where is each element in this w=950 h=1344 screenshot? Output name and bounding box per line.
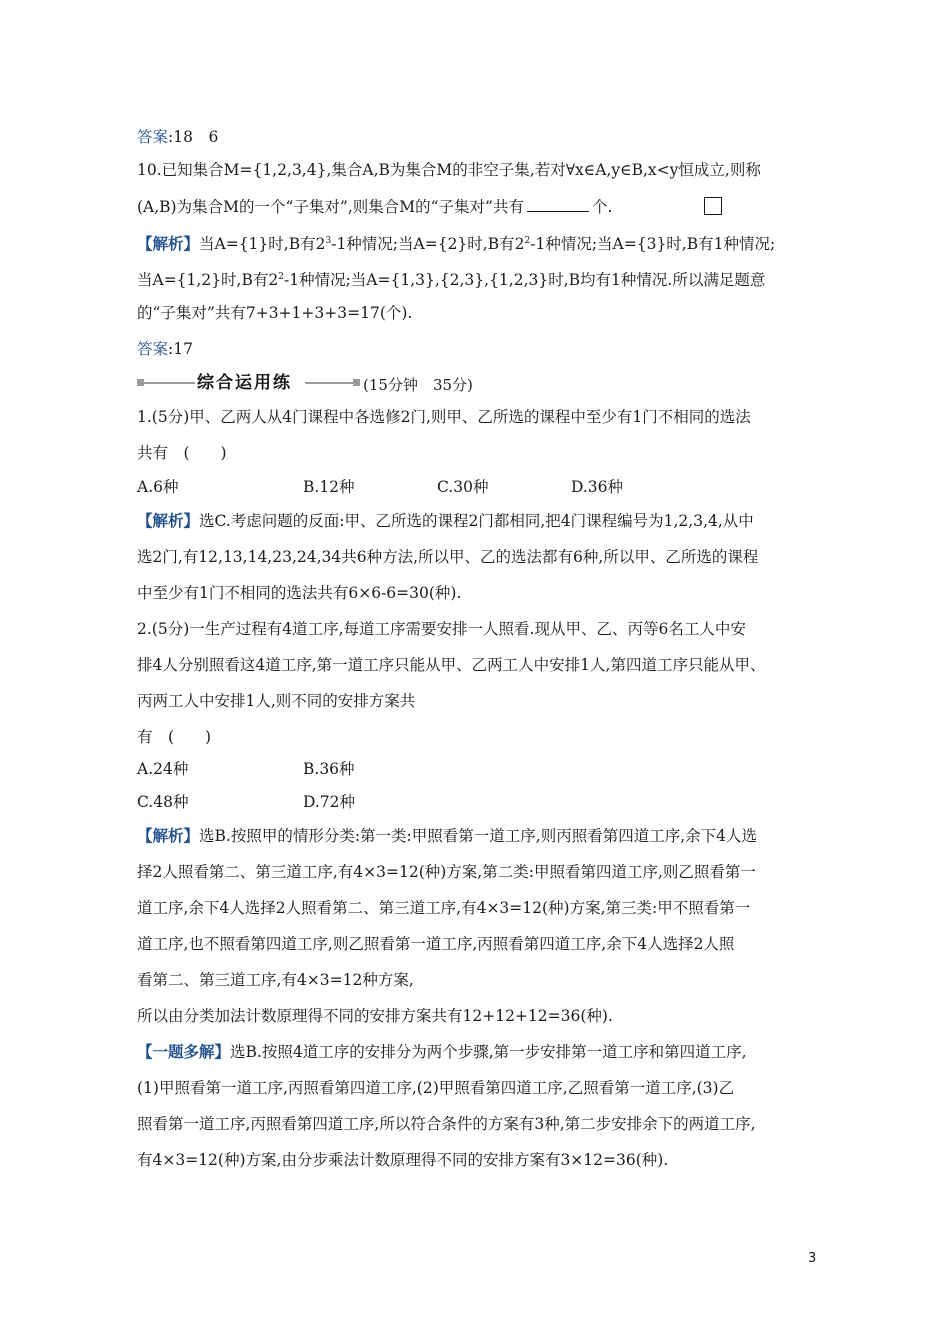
q2-option-d: D.72种 — [303, 793, 356, 811]
bar-dot-right — [353, 379, 360, 386]
q1-analysis-line3: 中至少有1门不相同的选法共有6×6-6=30(种). — [137, 584, 462, 602]
q1-option-a: A.6种 — [137, 478, 179, 496]
q2-analysis-line2: 择2人照看第二、第三道工序,有4×3=12(种)方案,第二类:甲照看第四道工序,则乙照看第一 — [137, 863, 756, 881]
q2-alt-solution-line4: 有4×3=12(种)方案,由分步乘法计数原理得不同的安排方案有3×12=36(种). — [137, 1151, 669, 1169]
answer-blank — [527, 197, 589, 212]
q10-analysis-line1: 【解析】当A={1}时,B有$2^3-1$种情况;当A={2}时,B有$2^2-1$种情况;当A={3}时,B有1种情况; — [137, 234, 776, 253]
answer-value: :18 6 — [168, 128, 219, 146]
answer-label: 答案 — [137, 128, 169, 146]
q2-line4: 有 ( ) — [137, 728, 212, 746]
q2-alt-solution-line2: (1)甲照看第一道工序,丙照看第四道工序,(2)甲照看第四道工序,乙照看第一道工序,(3)乙 — [137, 1079, 735, 1097]
checkbox-square — [704, 197, 722, 215]
page-number: 3 — [808, 1251, 817, 1266]
q2-analysis-line5: 看第二、第三道工序,有4×3=12种方案, — [137, 971, 414, 989]
q2-line3: 丙两工人中安排1人,则不同的安排方案共 — [137, 692, 416, 710]
q2-option-c: C.48种 — [137, 793, 189, 811]
q2-option-b: B.36种 — [303, 760, 355, 778]
q2-analysis-line1: 【解析】选B.按照甲的情形分类:第一类:甲照看第一道工序,则丙照看第四道工序,余下4人选 — [137, 826, 757, 845]
q2-line1: 2.(5分)一生产过程有4道工序,每道工序需要安排一人照看.现从甲、乙、丙等6名工人中安 — [137, 620, 746, 638]
q2-alt-solution-line3: 照看第一道工序,丙照看第四道工序,所以符合条件的方案有3种,第二步安排余下的两道工序, — [137, 1115, 756, 1133]
section-header — [137, 370, 557, 398]
q10-line2: (A,B)为集合M的一个“子集对”,则集合M的“子集对”共有 个. — [137, 198, 613, 216]
q1-line2: 共有 ( ) — [137, 444, 227, 462]
answer-value: :17 — [168, 340, 193, 358]
q1-option-c: C.30种 — [437, 478, 489, 496]
q10-analysis-line3: 的“子集对”共有7+3+1+3+3=17(个). — [137, 304, 413, 322]
bar-line-left — [143, 382, 195, 384]
q10-answer — [137, 338, 830, 360]
q2-line2: 排4人分别照看这4道工序,第一道工序只能从甲、乙两工人中安排1人,第四道工序只能从甲、 — [137, 656, 766, 674]
q2-alt-solution-line1: 【一题多解】选B.按照4道工序的安排分为两个步骤,第一步安排第一道工序和第四道工序, — [137, 1042, 747, 1061]
section-subtitle: (15分钟 35分) — [363, 376, 473, 394]
q10-line1: 10.已知集合M={1,2,3,4},集合A,B为集合M的非空子集,若对∀x∈A,y∈B,x<y恒成立,则称 — [137, 161, 761, 179]
q2-option-a: A.24种 — [137, 760, 189, 778]
q10-analysis-line2: 当A={1,2}时,B有$2^2-1$种情况;当A={1,3},{2,3},{1,2,3}时,B均有1种情况.所以满足题意 — [137, 271, 766, 289]
q1-analysis-line1: 【解析】选C.考虑问题的反面:甲、乙所选的课程2门都相同,把4门课程编号为1,2,3,4,从中 — [137, 511, 754, 530]
answer-label: 答案 — [137, 340, 169, 358]
analysis-label: 【解析】 — [137, 511, 200, 530]
q2-analysis-line6: 所以由分类加法计数原理得不同的安排方案共有12+12+12=36(种). — [137, 1007, 613, 1025]
analysis-label: 【解析】 — [137, 234, 200, 253]
q1-line1: 1.(5分)甲、乙两人从4门课程中各选修2门,则甲、乙所选的课程中至少有1门不相同的选法 — [137, 408, 751, 426]
q1-option-d: D.36种 — [571, 478, 624, 496]
analysis-label: 【解析】 — [137, 826, 200, 845]
q2-analysis-line4: 道工序,也不照看第四道工序,则乙照看第一道工序,丙照看第四道工序,余下4人选择2人照 — [137, 935, 735, 953]
previous-answer — [137, 126, 830, 148]
bar-line-right — [305, 382, 355, 384]
q1-analysis-line2: 选2门,有12,13,14,23,24,34共6种方法,所以甲、乙的选法都有6种,所以甲、乙所选的课程 — [137, 548, 759, 566]
alt-solution-label: 【一题多解】 — [137, 1042, 231, 1061]
q1-option-b: B.12种 — [303, 478, 355, 496]
section-title: 综合运用练 — [197, 373, 292, 393]
q2-analysis-line3: 道工序,余下4人选择2人照看第二、第三道工序,有4×3=12(种)方案,第三类:甲不照看第一 — [137, 899, 751, 917]
